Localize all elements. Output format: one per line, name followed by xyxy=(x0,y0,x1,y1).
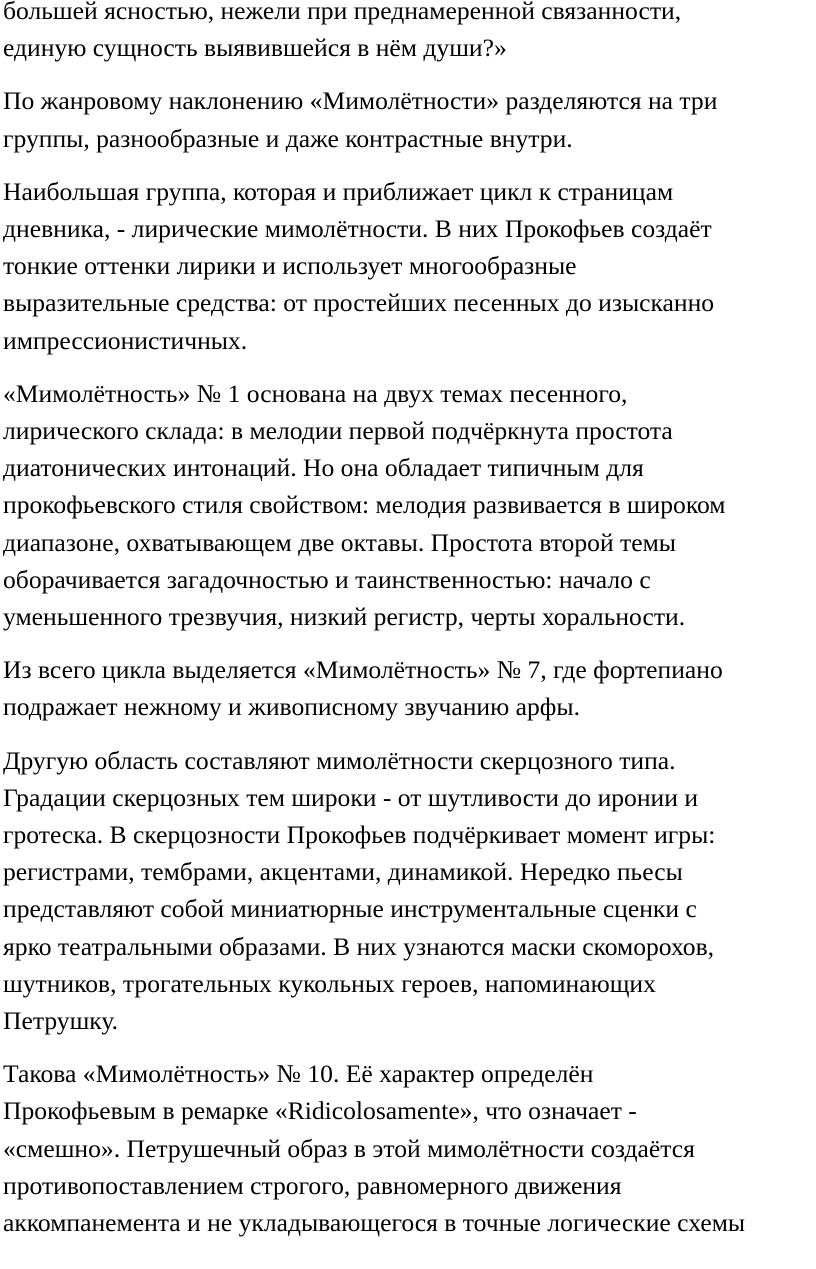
paragraph-continuation: большей ясностью, нежели при преднамеренной связанности, единую сущность выявившейся в нём души?» xyxy=(3,0,682,63)
paragraph-lyrical-group: Наибольшая группа, которая и приближает цикл к страницам дневника, - лирические мимолётности. В них Прокофьев создаёт тонкие оттенки лирики и использует многообразные выразительные средства: от простейших песенных до изысканно импрессионистичных. xyxy=(3,176,715,355)
paragraph-scherzo-group: Другую область составляют мимолётности скерцозного типа. Градации скерцозных тем широки - от шутливости до иронии и гротеска. В скерцозности Прокофьев подчёркивает момент игры: регистрами, тембрами, акцентами, динамикой. Нередко пьесы представляют собой миниатюрные инструментальные сценки с ярко театральными образами. В них узнаются маски скоморохов, шутников, трогательных кукольных героев, напоминающих Петрушку. xyxy=(3,745,716,1036)
paragraph-mimoletnost-10: Такова «Мимолётность» № 10. Её характер определён Прокофьевым в ремарке «Ridicolosamente», что означает - «смешно». Петрушечный образ в этой мимолётности создаётся противопоставлением строгого, равномерного движения аккомпанемента и не укладывающегося в точные логические схемы xyxy=(3,1059,746,1238)
paragraph-genre-groups: По жанровому наклонению «Мимолётности» разделяются на три группы, разнообразные и даже контрастные внутри. xyxy=(3,86,718,153)
paragraph-mimoletnost-7: Из всего цикла выделяется «Мимолётность» № 7, где фортепиано подражает нежному и живописному звучанию арфы. xyxy=(3,655,723,722)
paragraph-mimoletnost-1: «Мимолётность» № 1 основана на двух темах песенного, лирического склада: в мелодии первой подчёркнута простота диатонических интонаций. Но она обладает типичным для прокофьевского стиля свойством: мелодия развивается в широком диапазоне, охватывающем две октавы. Простота второй темы оборачивается загадочностью и таинственностью: начало с уменьшенного трезвучия, низкий регистр, черты хоральности. xyxy=(3,378,726,632)
